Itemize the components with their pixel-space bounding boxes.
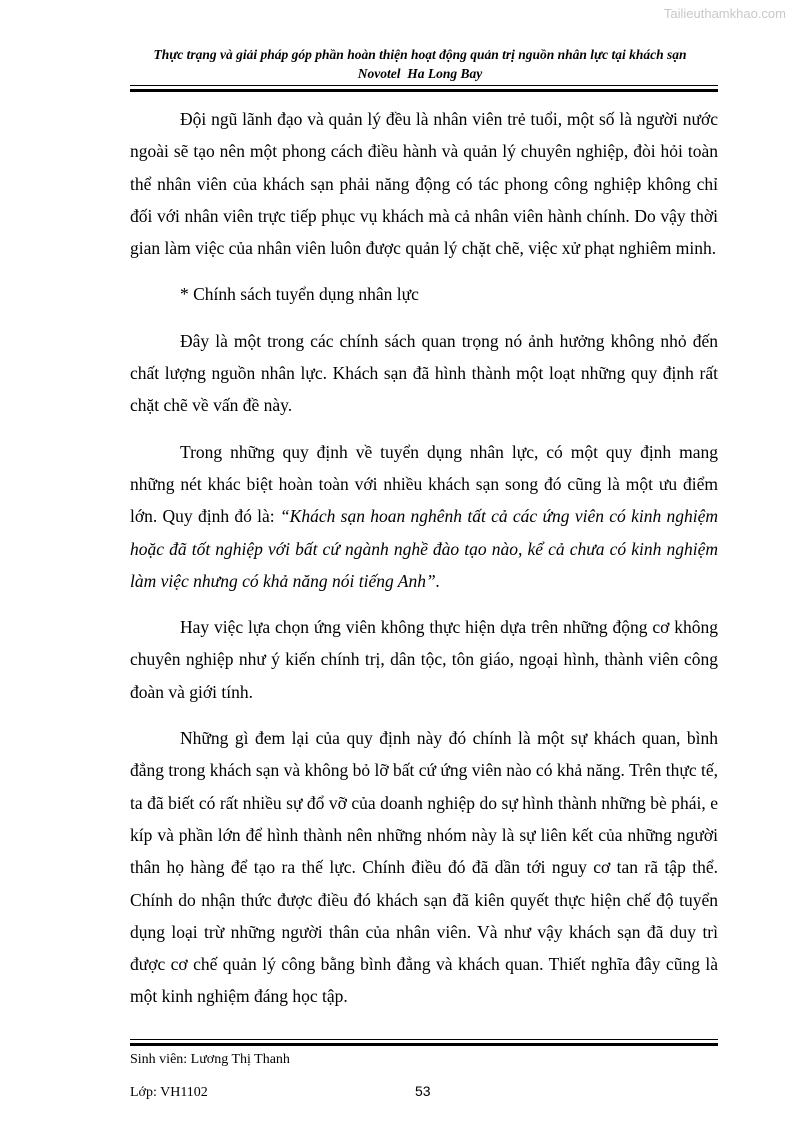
- paragraph-leadership: Đội ngũ lãnh đạo và quản lý đều là nhân viên trẻ tuổi, một số là người nước ngoài sẽ tạo nên một phong cách điều hành và quản lý chuyên nghiệp, đòi hỏi toàn thể nhân viên của khách sạn phải năng động có tác phong công nghiệp không chỉ đối với nhân viên trực tiếp phục vụ khách mà cả nhân viên hành chính. Do vậy thời gian làm việc của nhân viên luôn được quản lý chặt chẽ, việc xử phạt nghiêm minh.: [130, 109, 718, 259]
- paragraph-recruitment-rule: [130, 436, 718, 597]
- paragraph-policy-importance: Đây là một trong các chính sách quan trọng nó ảnh hưởng không nhỏ đến chất lượng nguồn nhân lực. Khách sạn đã hình thành một loạt những quy định rất chặt chẽ về vấn đề này.: [130, 330, 718, 416]
- header-rule-thick: [130, 89, 718, 92]
- paragraph-selection-criteria: Hay việc lựa chọn ứng viên không thực hiện dựa trên những động cơ không chuyên nghiệp như ý kiến chính trị, dân tộc, tôn giáo, ngoại hình, thành viên công đoàn và giới tính.: [130, 617, 718, 702]
- watermark-text: Tailieuthamkhao.com: [663, 6, 786, 21]
- footer-class-code: Lớp: VH1102: [130, 1085, 208, 1100]
- header-rule-thin: [130, 85, 718, 86]
- rule-intro-text: Trong những quy định về tuyển dụng nhân lực, có một quy định mang những nét khác biệt hoàn toàn với nhiều khách sạn song đó cũng là một ưu điểm lớn. Quy định đó là:: [130, 441, 718, 527]
- rule-quote: “Khách sạn hoan nghênh tất cả các ứng viên có kinh nghiệm hoặc đã tốt nghiệp với bất cứ ngành nghề đào tạo nào, kể cả chưa có kinh nghiệm làm việc nhưng có khả năng nói tiếng Anh”.: [130, 506, 718, 591]
- footer-student-name: Sinh viên: Lương Thị Thanh: [130, 1052, 290, 1067]
- section-heading-recruitment-policy: * Chính sách tuyển dụng nhân lực: [180, 284, 419, 305]
- header-title-line2: Novotel Ha Long Bay: [357, 66, 483, 81]
- page-number: 53: [415, 1083, 431, 1099]
- header-title-line1: Thực trạng và giải pháp góp phần hoàn thiện hoạt động quản trị nguồn nhân lực tại khách sạn: [153, 47, 687, 62]
- footer-rule-thin: [130, 1039, 718, 1040]
- document-body: [130, 103, 718, 1013]
- footer-rule-thick: [130, 1043, 718, 1046]
- paragraph-benefits: Những gì đem lại của quy định này đó chính là một sự khách quan, bình đẳng trong khách sạn và không bỏ lỡ bất cứ ứng viên nào có khả năng. Trên thực tế, ta đã biết có rất nhiều sự đổ vỡ của doanh nghiệp do sự hình thành những bè phái, e kíp và phần lớn để hình thành nên những nhóm này là sự liên kết của những người thân họ hàng để tạo ra thế lực. Chính điều đó đã dần tới nguy cơ tan rã tập thể. Chính do nhận thức được điều đó khách sạn đã kiên quyết thực hiện chế độ tuyển dụng loại trừ những người thân của nhân viên. Và như vậy khách sạn đã duy trì được cơ chế quản lý công bằng bình đẳng và khách quan. Thiết nghĩa đây cũng là một kinh nghiệm đáng học tập.: [130, 728, 718, 1007]
- page-header: [110, 45, 730, 83]
